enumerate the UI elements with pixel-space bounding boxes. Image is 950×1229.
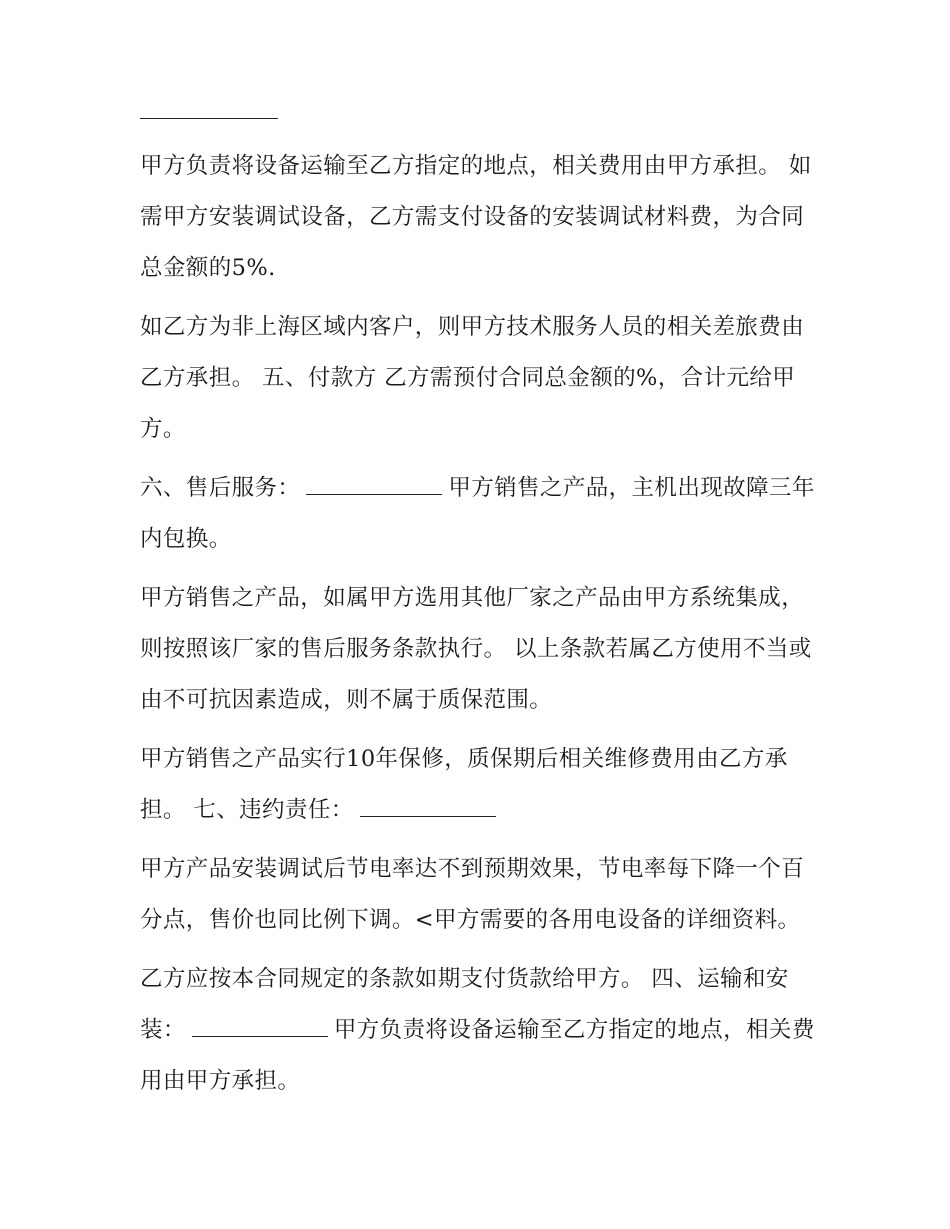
fill-in-blank [360, 815, 496, 817]
paragraph-text: 六、售后服务： [140, 475, 301, 501]
paragraph-transport [140, 141, 820, 294]
paragraph-text: 甲方产品安装调试后节电率达不到预期效果，节电率每下降一个百分点，售价也同比例下调。<甲方需要的各用电设备的详细资料。 [140, 856, 805, 933]
paragraph-after-sales [140, 463, 820, 565]
paragraph-energy-saving [140, 844, 820, 946]
fill-in-blank [306, 493, 442, 495]
paragraph-third-party [140, 573, 820, 726]
top-blank-line [140, 118, 278, 119]
paragraph-text: 甲方销售之产品，主机出现故障三年内包换。 [140, 475, 815, 552]
paragraph-text: 甲方销售之产品，如属甲方选用其他厂家之产品由甲方系统集成，则按照该厂家的售后服务条款执行。 以上条款若属乙方使用不当或由不可抗因素造成，则不属于质保范围。 [140, 585, 812, 713]
paragraph-travel-payment [140, 302, 820, 455]
paragraph-text: 甲方负责将设备运输至乙方指定的地点，相关费用由甲方承担。 如需甲方安装调试设备，乙方需支付设备的安装调试材料费，为合同总金额的5%. [140, 153, 812, 281]
paragraph-text: 如乙方为非上海区域内客户，则甲方技术服务人员的相关差旅费由乙方承担。 五、付款方 乙方需预付合同总金额的%，合计元给甲方。 [140, 314, 805, 442]
document-page [140, 118, 820, 1115]
paragraph-text: 乙方应按本合同规定的条款如期支付货款给甲方。 四、运输和安装： [140, 966, 789, 1043]
paragraph-text: 甲方负责将设备运输至乙方指定的地点，相关费用由甲方承担。 [140, 1017, 815, 1094]
paragraph-text: 甲方销售之产品实行10年保修，质保期后相关维修费用由乙方承担。 七、违约责任： [140, 746, 788, 823]
fill-in-blank [192, 1035, 328, 1037]
paragraph-install [140, 954, 820, 1107]
paragraph-warranty [140, 734, 820, 836]
